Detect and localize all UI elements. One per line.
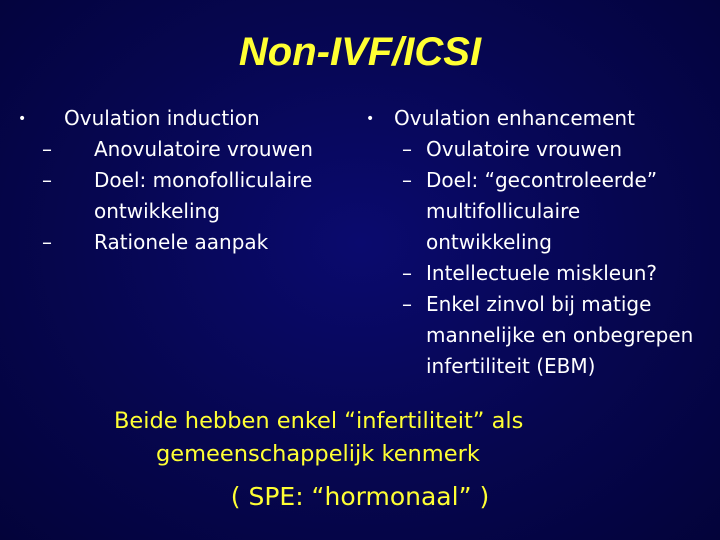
list-item xyxy=(364,289,720,320)
list-item-text: mannelijke en onbegrepen xyxy=(426,323,694,347)
right-column xyxy=(364,103,720,382)
dash-marker: – xyxy=(402,168,412,192)
list-item-continuation xyxy=(364,227,720,258)
bullet-ovulation-enhancement xyxy=(364,103,720,134)
list-item-continuation xyxy=(364,196,720,227)
list-item xyxy=(364,165,720,196)
list-item-text: Enkel zinvol bij matige xyxy=(426,292,652,316)
list-item xyxy=(18,227,358,258)
list-item-continuation xyxy=(364,351,720,382)
dash-marker: – xyxy=(42,168,52,192)
list-item-text: Doel: monofolliculaire xyxy=(94,168,313,192)
bullet-marker: • xyxy=(18,111,27,127)
list-item xyxy=(364,258,720,289)
list-item-text: Ovulatoire vrouwen xyxy=(426,137,623,161)
dash-marker: – xyxy=(402,137,412,161)
bullet-ovulation-induction xyxy=(18,103,358,134)
list-item-text: Doel: “gecontroleerde” xyxy=(426,168,658,192)
conclusion-text xyxy=(114,405,634,471)
list-item-text: Anovulatoire vrouwen xyxy=(94,137,313,161)
dash-marker: – xyxy=(402,261,412,285)
list-item xyxy=(18,134,358,165)
bullet-heading: Ovulation enhancement xyxy=(394,106,635,130)
dash-marker: – xyxy=(42,230,52,254)
list-item-text: Intellectuele miskleun? xyxy=(426,261,658,285)
list-item-text: multifolliculaire xyxy=(426,199,581,223)
dash-marker: – xyxy=(42,137,52,161)
list-item xyxy=(18,165,358,196)
list-item-continuation xyxy=(18,196,358,227)
list-item-text: infertiliteit (EBM) xyxy=(426,354,596,378)
left-column xyxy=(18,103,358,258)
bullet-heading: Ovulation induction xyxy=(64,106,260,130)
conclusion-line-2: gemeenschappelijk kenmerk xyxy=(156,441,480,467)
bullet-marker: • xyxy=(366,111,375,127)
spe-note: ( SPE: “hormonaal” ) xyxy=(230,482,490,511)
conclusion-line-1: Beide hebben enkel “infertiliteit” als xyxy=(114,408,524,434)
list-item-text: Rationele aanpak xyxy=(94,230,269,254)
list-item xyxy=(364,134,720,165)
slide-title: Non-IVF/ICSI xyxy=(238,30,482,74)
list-item-text: ontwikkeling xyxy=(426,230,552,254)
list-item-continuation xyxy=(364,320,720,351)
dash-marker: – xyxy=(402,292,412,316)
list-item-text: ontwikkeling xyxy=(94,199,220,223)
